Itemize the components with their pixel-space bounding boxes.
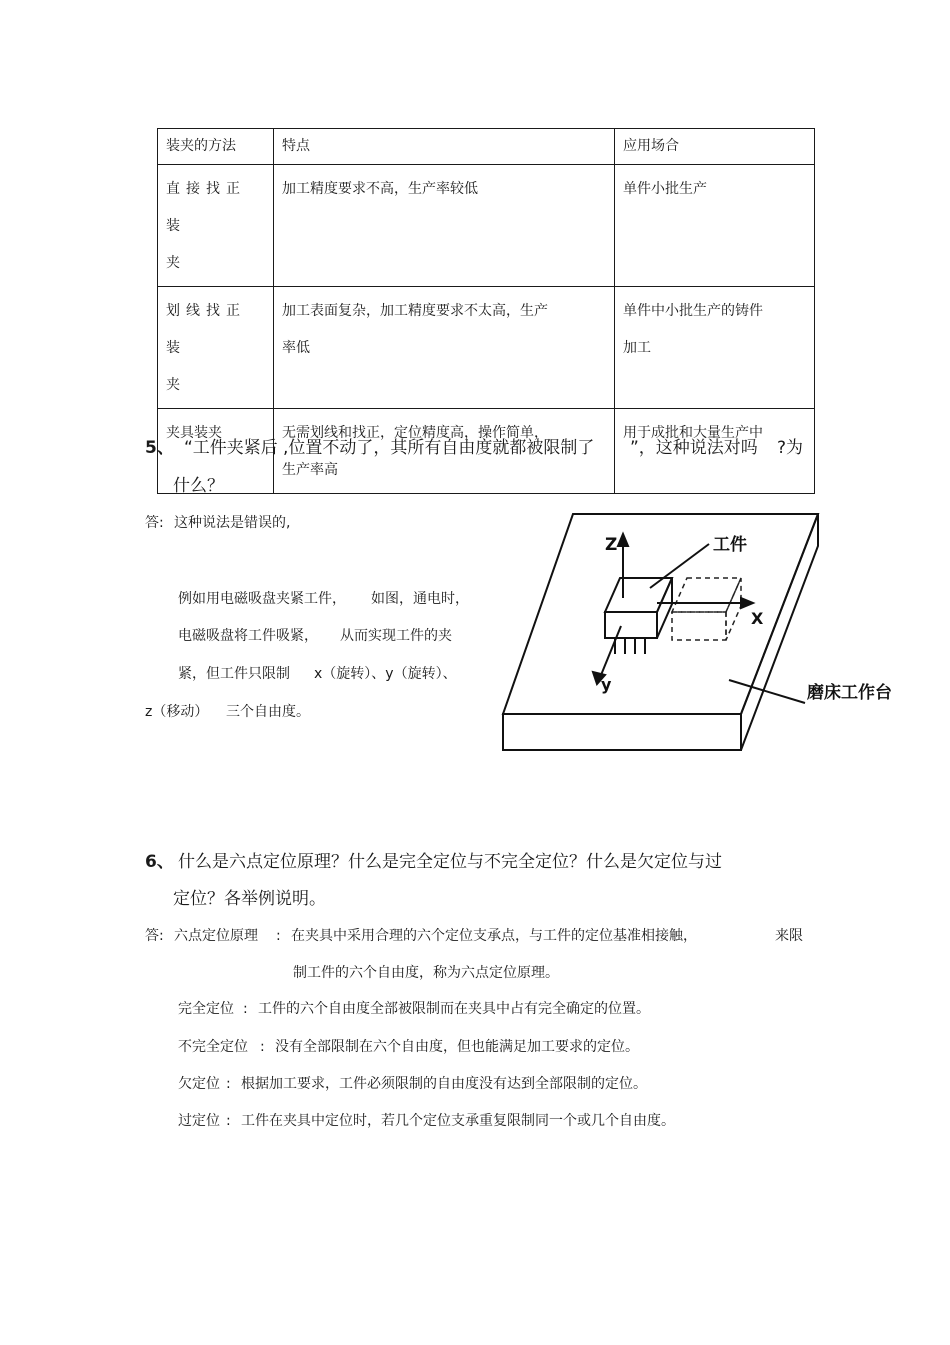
answer-label: 答:	[145, 928, 164, 944]
definition-separator: :	[243, 1001, 248, 1017]
definition-text: 工件在夹具中定位时，若几个定位支承重复限制同一个或几个自由度。	[241, 1113, 675, 1129]
axis-x-label: X	[751, 609, 764, 628]
table-cell-application	[615, 165, 815, 287]
workpiece-leader	[650, 544, 709, 588]
question-6-text: 什么是六点定位原理？什么是完全定位与不完全定位？什么是欠定位与过	[178, 852, 722, 872]
question-5-text: ”，这种说法对吗	[630, 438, 758, 458]
definition-separator: :	[226, 1076, 231, 1092]
dashed-workpiece	[672, 578, 741, 640]
grinder-table-figure	[495, 508, 915, 758]
answer-text: 紧，但工件只限制	[178, 666, 290, 682]
question-6-number: 6、	[145, 852, 174, 872]
definition-term: 过定位	[178, 1113, 220, 1129]
worktable-label: 磨床工作台	[807, 683, 892, 703]
cell-line: 加工表面复杂，加工精度要求不太高，生产	[282, 303, 548, 319]
cell-line: 生产率高	[282, 462, 338, 478]
workpiece-front	[605, 612, 657, 638]
table-cell-feature	[274, 287, 615, 409]
axis-z-label: Z	[605, 535, 618, 555]
answer-text: 三个自由度。	[226, 704, 310, 720]
definition-term: 不完全定位	[178, 1039, 248, 1055]
table-cell-application	[615, 287, 815, 409]
answer-text: 从而实现工件的夹	[340, 628, 452, 644]
cell-line: 直接找正装	[166, 181, 246, 234]
definition-text: 工件的六个自由度全部被限制而在夹具中占有完全确定的位置。	[258, 1001, 650, 1017]
question-5-number: 5、	[145, 438, 174, 458]
answer-text: 电磁吸盘将工件吸紧，	[178, 628, 318, 644]
cell-line: 加工	[623, 340, 651, 356]
definition-text: 来限	[775, 928, 803, 944]
table-header-cell: 特点	[274, 129, 615, 165]
answer-text: 例如用电磁吸盘夹紧工件，	[178, 591, 346, 607]
workpiece-side	[657, 578, 672, 638]
worktable-top	[503, 514, 818, 714]
answer-text: 如图，通电时，	[371, 591, 469, 607]
cell-line: 无需划线和找正，定位精度高，操作简单，	[282, 425, 548, 441]
table-row	[158, 287, 815, 409]
cell-line: 划线找正装	[166, 303, 246, 356]
definition-text: 根据加工要求，工件必须限制的自由度没有达到全部限制的定位。	[241, 1076, 647, 1092]
definition-separator: :	[226, 1113, 231, 1129]
cell-line: 加工精度要求不高，生产率较低	[282, 181, 478, 197]
definition-separator: :	[276, 928, 281, 944]
table-header-cell: 装夹的方法	[158, 129, 274, 165]
definition-text: 制工件的六个自由度，称为六点定位原理。	[293, 965, 559, 981]
cell-line: 率低	[282, 340, 310, 356]
table-cell-method	[158, 287, 274, 409]
cell-line: 夹	[166, 377, 186, 393]
table-cell-feature	[274, 165, 615, 287]
workpiece-top	[605, 578, 672, 612]
cell-line: 夹	[166, 255, 186, 271]
question-5-text: ,位置不动了，其所有自由度就都被限制了	[283, 438, 595, 458]
cell-line: 夹具装夹	[166, 425, 222, 441]
table-header-row	[158, 129, 815, 165]
definition-term: 完全定位	[178, 1001, 234, 1017]
worktable-side	[741, 514, 818, 750]
definition-text: 在夹具中采用合理的六个定位支承点，与工件的定位基准相接触，	[291, 928, 697, 944]
worktable-front	[503, 714, 741, 750]
question-6-text: 定位？各举例说明。	[173, 889, 326, 909]
cell-line: 单件中小批生产的铸件	[623, 303, 763, 319]
table-header-cell: 应用场合	[615, 129, 815, 165]
answer-text: 这种说法是错误的,	[174, 515, 291, 531]
question-5-text: ?为	[777, 438, 804, 458]
question-5-text: 什么？	[173, 476, 224, 496]
cell-line: 用于成批和大量生产中	[623, 425, 763, 441]
answer-label: 答:	[145, 515, 164, 531]
definition-separator: :	[260, 1039, 265, 1055]
cell-line: 单件小批生产	[623, 181, 707, 197]
table-row	[158, 165, 815, 287]
workpiece-label: 工件	[713, 535, 747, 555]
axis-y-label: y	[601, 675, 612, 694]
question-5-text: “工件夹紧后	[184, 438, 278, 458]
definition-term: 六点定位原理	[174, 928, 258, 944]
answer-text: z（移动）	[145, 704, 209, 720]
answer-text: x（旋转）、y（旋转）、	[314, 666, 457, 682]
definition-text: 没有全部限制在六个自由度，但也能满足加工要求的定位。	[275, 1039, 639, 1055]
definition-term: 欠定位	[178, 1076, 220, 1092]
y-axis-line	[599, 626, 621, 680]
table-cell-method	[158, 165, 274, 287]
